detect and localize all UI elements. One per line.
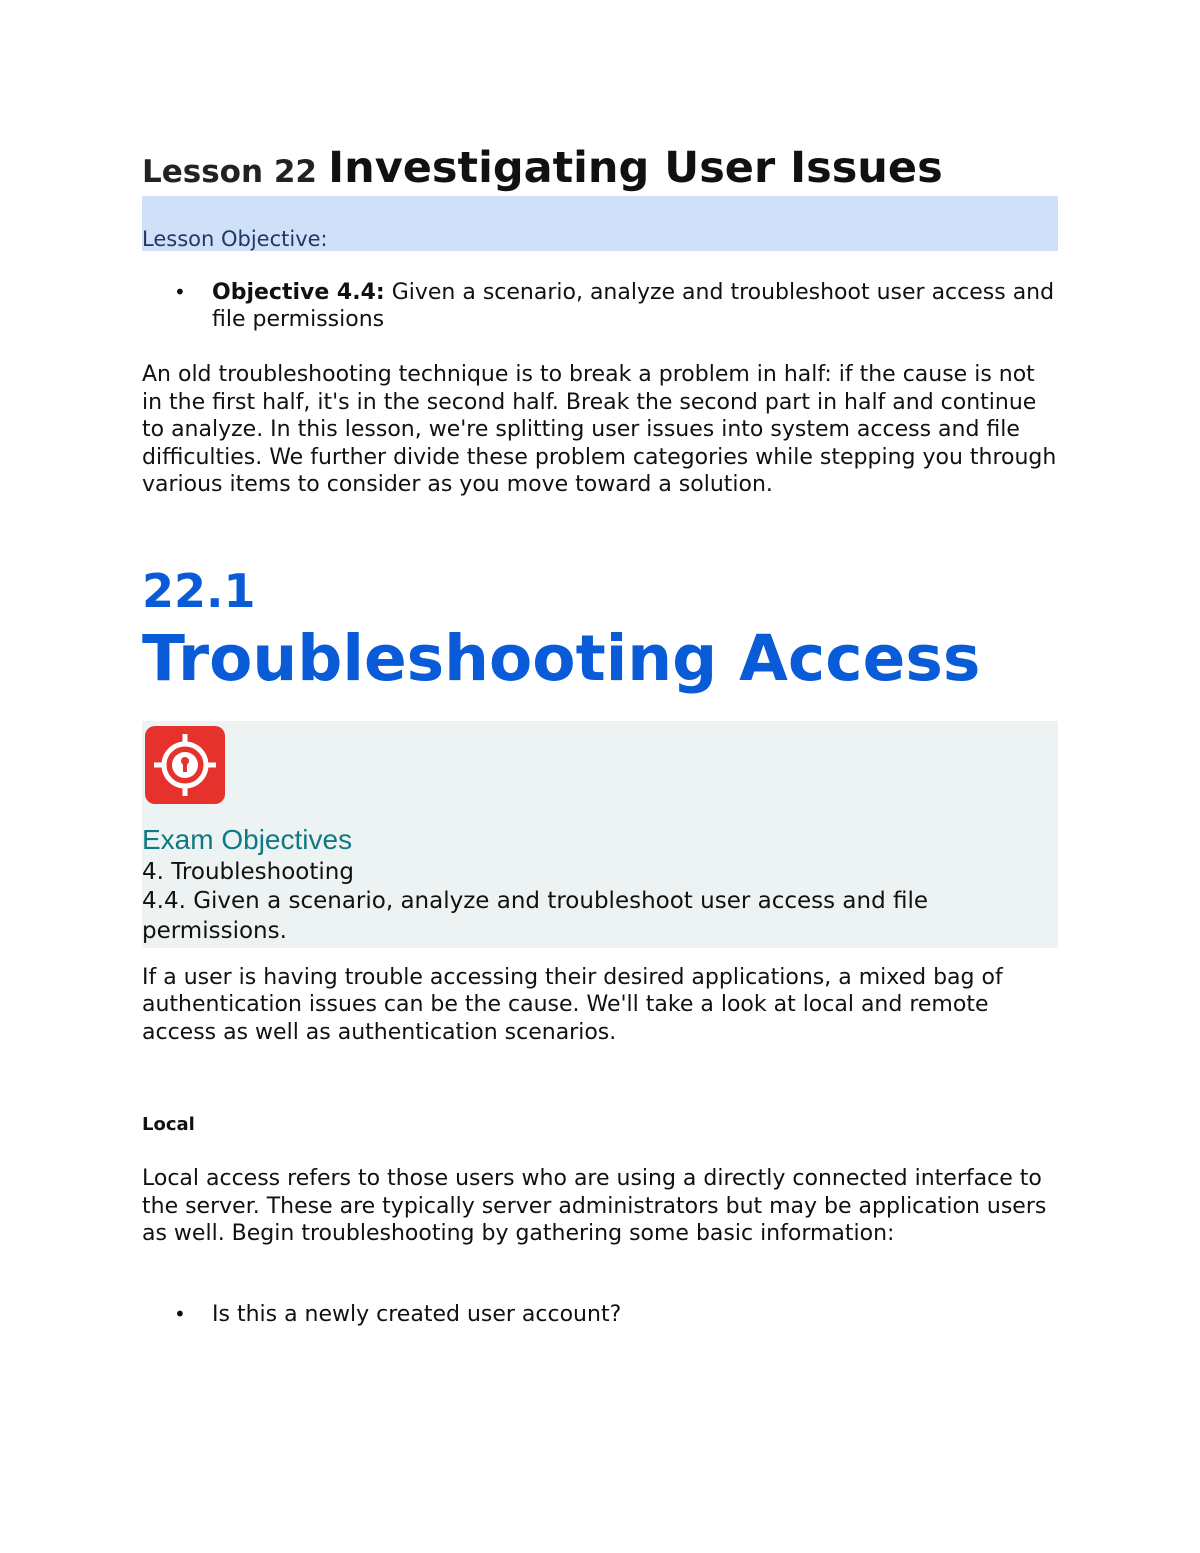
target-lock-icon: [145, 726, 225, 804]
exam-objectives-box: [142, 721, 1058, 948]
objective-list: [142, 279, 1058, 333]
document-page: [142, 140, 1058, 1328]
bullet-icon: •: [174, 1301, 186, 1326]
question-text: Is this a newly created user account?: [212, 1301, 622, 1327]
intro-paragraph: An old troubleshooting technique is to break a problem in half: if the cause is not in the first half, it's in the second half. Break the second part in half and continue to analyze. In this lesson, we're splitting user issues into system access and file difficulties. We further divide these problem categories while stepping you through various items to consider as you move toward a solution.: [142, 362, 1057, 497]
objective-item-label: Objective 4.4:: [212, 280, 385, 305]
objective-item: [142, 279, 1058, 333]
lesson-title-text: Investigating User Issues: [328, 143, 943, 193]
lesson-number: Lesson 22: [142, 154, 317, 190]
local-paragraph: Local access refers to those users who are using a directly connected interface to the server. These are typically server administrators but may be application users as well. Begin troubleshooting by gathering some basic information:: [142, 1166, 1047, 1246]
access-paragraph: If a user is having trouble accessing their desired applications, a mixed bag of authentication issues can be the cause. We'll take a look at local and remote access as well as authentication scenarios.: [142, 964, 1003, 1045]
lesson-title: [142, 140, 1058, 196]
section-number: 22.1: [142, 563, 256, 618]
objective-item-text: Given a scenario, analyze and troubleshoot user access and file permissions: [212, 280, 1055, 332]
bullet-icon: •: [174, 280, 186, 304]
section-title: Troubleshooting Access: [142, 621, 981, 695]
exam-objective-domain: 4. Troubleshooting: [142, 858, 354, 885]
exam-objectives-heading: Exam Objectives: [142, 823, 353, 855]
exam-objective-detail: 4.4. Given a scenario, analyze and troubleshoot user access and file permissions.: [142, 888, 929, 944]
local-heading: Local: [142, 1114, 195, 1135]
question-list: [142, 1301, 1058, 1328]
lesson-objective-band: [142, 196, 1058, 251]
lesson-objective-label: Lesson Objective:: [142, 227, 328, 251]
exam-objectives-lines: [142, 858, 1058, 947]
question-item: [142, 1301, 1058, 1328]
